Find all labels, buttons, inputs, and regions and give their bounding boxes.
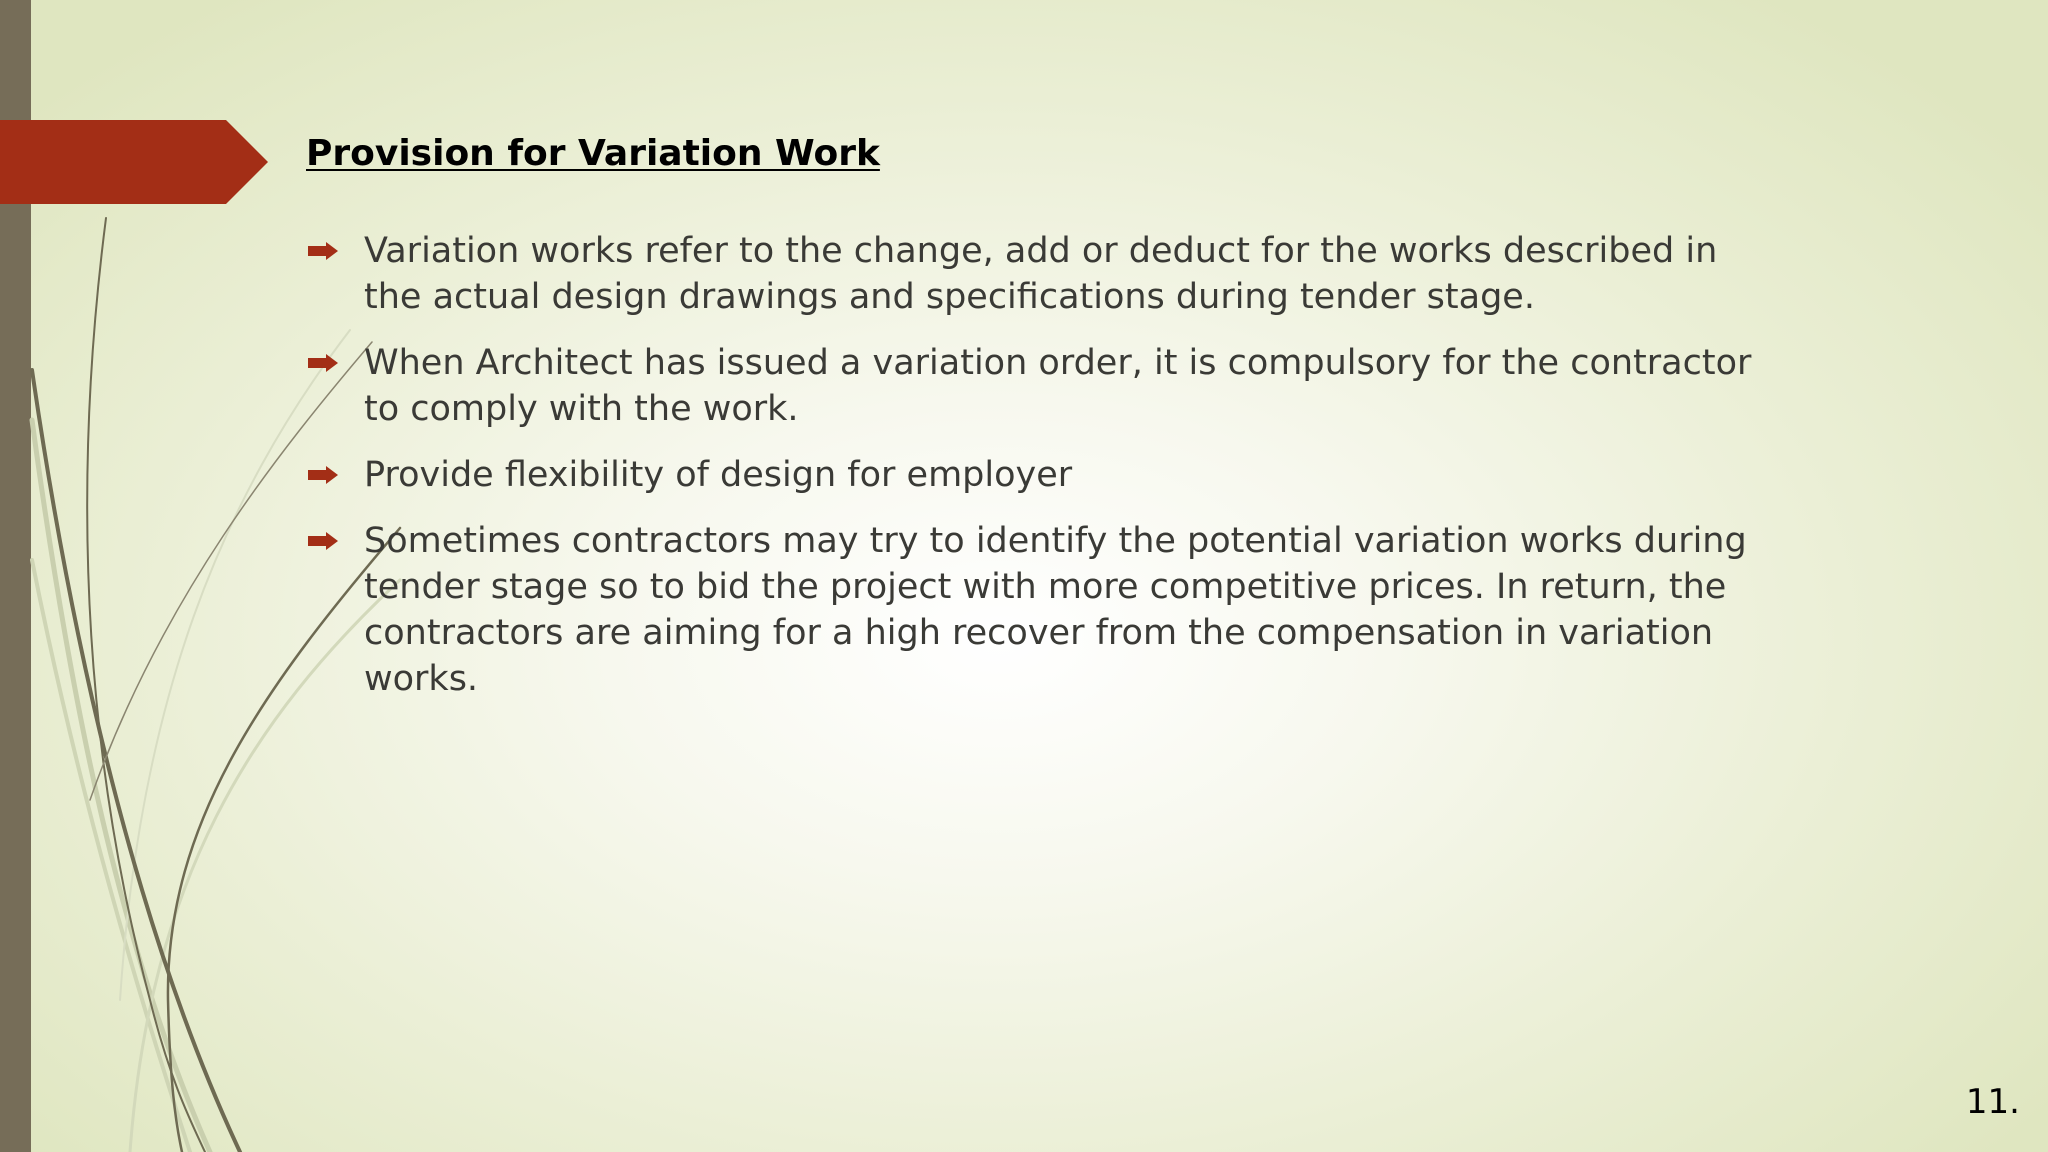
bullet-text: Provide flexibility of design for employer — [364, 455, 1073, 495]
right-arrow-bullet-icon — [308, 532, 338, 550]
right-arrow-bullet-icon — [308, 242, 338, 260]
right-arrow-bullet-icon — [308, 354, 338, 372]
slide-title: Provision for Variation Work — [306, 133, 880, 174]
bullet-text: Variation works refer to the change, add or deduct for the works described in the actual design drawings and specifications during tender stage. — [364, 231, 1718, 317]
bullet-item — [306, 228, 1766, 320]
bullet-text: Sometimes contractors may try to identify the potential variation works during tender stage so to bid the project with more competitive prices. In return, the contractors are aiming for a high recover from the compensation in variation works. — [364, 521, 1747, 699]
bullet-item — [306, 452, 1766, 498]
bullet-item — [306, 518, 1766, 702]
page-number: 11. — [1965, 1082, 2020, 1122]
right-arrow-bullet-icon — [308, 466, 338, 484]
bullet-list — [306, 228, 1766, 722]
bullet-text: When Architect has issued a variation order, it is compulsory for the contractor to comply with the work. — [364, 343, 1752, 429]
bullet-item — [306, 340, 1766, 432]
